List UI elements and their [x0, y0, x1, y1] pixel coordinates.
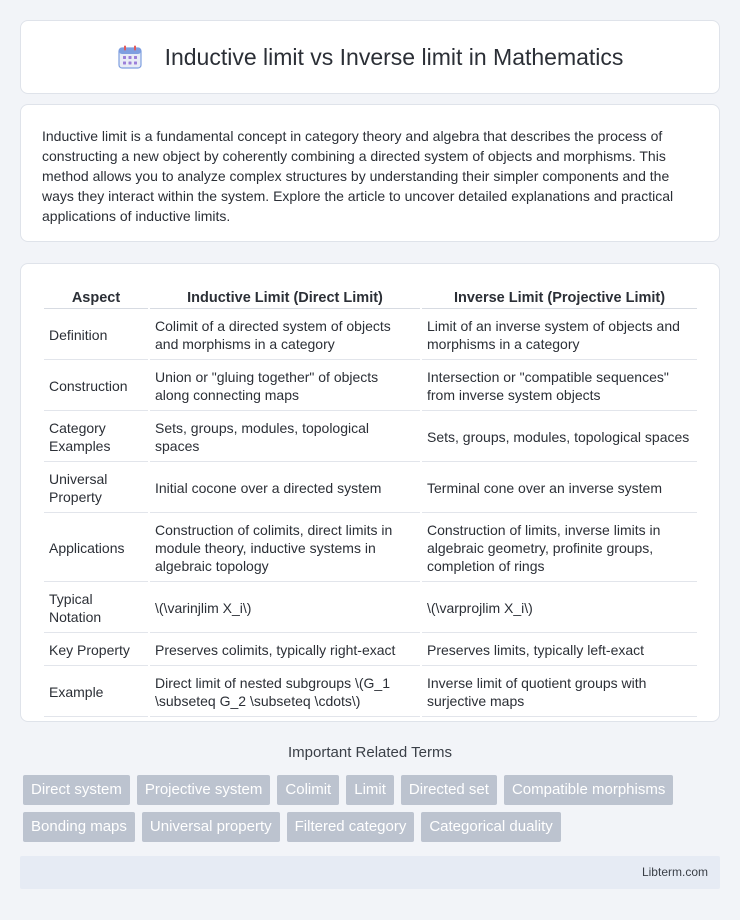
cell-aspect: Typical Notation [44, 584, 148, 633]
related-terms-title: Important Related Terms [288, 744, 452, 761]
table-row [44, 515, 697, 582]
cell-inverse: Terminal cone over an inverse system [422, 464, 697, 513]
related-term-tag[interactable]: Filtered category [287, 812, 415, 842]
intro-card [20, 104, 720, 242]
related-term-tag[interactable]: Directed set [401, 775, 497, 805]
related-term-tag[interactable]: Direct system [23, 775, 130, 805]
table-row [44, 668, 697, 717]
cell-inverse: \(\varprojlim X_i\) [422, 584, 697, 633]
cell-inverse: Construction of limits, inverse limits in algebraic geometry, profinite groups, completion of rings [422, 515, 697, 582]
cell-inductive: Direct limit of nested subgroups \(G_1 \subseteq G_2 \subseteq \cdots\) [150, 668, 420, 717]
cell-inductive: Union or "gluing together" of objects along connecting maps [150, 362, 420, 411]
calendar-icon [117, 44, 143, 70]
related-term-tag[interactable]: Categorical duality [421, 812, 560, 842]
footer [20, 856, 720, 889]
cell-inverse: Preserves limits, typically left-exact [422, 635, 697, 666]
cell-aspect: Key Property [44, 635, 148, 666]
header-aspect: Aspect [44, 286, 148, 309]
header-inductive: Inductive Limit (Direct Limit) [150, 286, 420, 309]
related-term-tag[interactable]: Bonding maps [23, 812, 135, 842]
related-term-tag[interactable]: Colimit [277, 775, 339, 805]
footer-brand[interactable]: Libterm.com [641, 865, 708, 879]
cell-inverse: Inverse limit of quotient groups with surjective maps [422, 668, 697, 717]
table-row [44, 362, 697, 411]
table-header-row [44, 286, 697, 309]
related-term-tag[interactable]: Compatible morphisms [504, 775, 673, 805]
table-row [44, 464, 697, 513]
header-inverse: Inverse Limit (Projective Limit) [422, 286, 697, 309]
cell-inductive: \(\varinjlim X_i\) [150, 584, 420, 633]
cell-aspect: Category Examples [44, 413, 148, 462]
table-row [44, 413, 697, 462]
related-terms-list [23, 775, 723, 849]
related-term-tag[interactable]: Universal property [142, 812, 280, 842]
related-term-tag[interactable]: Projective system [137, 775, 271, 805]
table-row [44, 635, 697, 666]
cell-inverse: Limit of an inverse system of objects and morphisms in a category [422, 311, 697, 360]
page-title: Inductive limit vs Inverse limit in Mathematics [164, 43, 624, 70]
related-term-tag[interactable]: Limit [346, 775, 394, 805]
cell-inductive: Initial cocone over a directed system [150, 464, 420, 513]
title-card [20, 20, 720, 94]
cell-aspect: Applications [44, 515, 148, 582]
cell-inductive: Colimit of a directed system of objects and morphisms in a category [150, 311, 420, 360]
comparison-table [42, 284, 699, 719]
table-row [44, 584, 697, 633]
cell-inverse: Intersection or "compatible sequences" from inverse system objects [422, 362, 697, 411]
cell-inverse: Sets, groups, modules, topological spaces [422, 413, 697, 462]
cell-inductive: Construction of colimits, direct limits in module theory, inductive systems in algebraic topology [150, 515, 420, 582]
comparison-table-card [20, 263, 720, 722]
cell-aspect: Construction [44, 362, 148, 411]
cell-aspect: Universal Property [44, 464, 148, 513]
intro-text: Inductive limit is a fundamental concept in category theory and algebra that describes the process of constructing a new object by coherently combining a directed system of objects and morphisms. This method allows you to analyze complex structures by understanding their simpler components and the ways they interact within the system. Explore the article to uncover detailed explanations and practical applications of inductive limits. [42, 128, 674, 224]
cell-aspect: Example [44, 668, 148, 717]
cell-aspect: Definition [44, 311, 148, 360]
table-row [44, 311, 697, 360]
cell-inductive: Sets, groups, modules, topological spaces [150, 413, 420, 462]
cell-inductive: Preserves colimits, typically right-exact [150, 635, 420, 666]
